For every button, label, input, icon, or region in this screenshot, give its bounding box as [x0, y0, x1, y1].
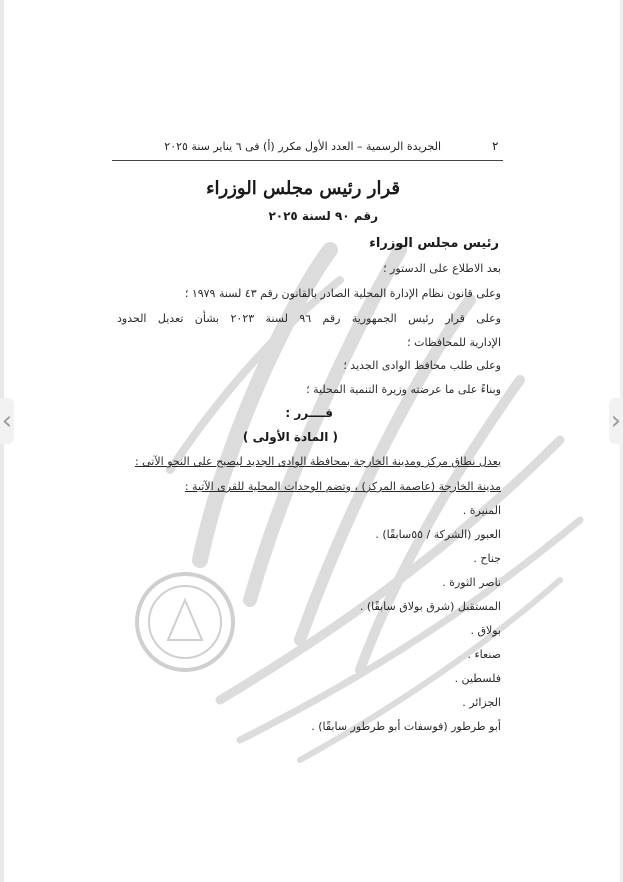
preamble-line: الإدارية للمحافظات ؛	[407, 336, 501, 349]
header-rule	[112, 160, 503, 161]
running-head: الجريدة الرسمية – العدد الأول مكرر (أ) فى ٦ يناير سنة ٢٠٢٥	[164, 140, 441, 153]
article-text: يعدل نطاق مركز ومدينة الخارجة بمحافظة الوادى الجديد ليصبح على النحو الآتى :	[134, 455, 501, 468]
decree-title: قرار رئيس مجلس الوزراء	[206, 178, 400, 199]
village-item: الجزائر .	[462, 696, 501, 709]
preamble-line: وبناءً على ما عرضته وزيرة التنمية المحلية ؛	[306, 383, 501, 396]
village-item: جناح .	[473, 552, 501, 565]
village-item: العبور (الشركة / ٥٥سابقًا) .	[375, 528, 501, 541]
seal-icon	[137, 574, 233, 670]
village-item: أبو طرطور (فوسفات أبو طرطور سابقًا) .	[311, 720, 501, 733]
preamble-line: بعد الاطلاع على الدستور ؛	[383, 262, 501, 275]
preamble-line: وعلى طلب محافظ الوادى الجديد ؛	[343, 359, 501, 372]
issuer-heading: رئيس مجلس الوزراء	[369, 236, 499, 251]
preamble-line: وعلى قانون نظام الإدارة المحلية الصادر بالقانون رقم ٤٣ لسنة ١٩٧٩ ؛	[184, 287, 501, 300]
preamble-line: وعلى قرار رئيس الجمهورية رقم ٩٦ لسنة ٢٠٢٣ بشأن تعديل الحدود	[117, 312, 501, 325]
village-item: فلسطين .	[454, 672, 501, 685]
article-title: ( المادة الأولى )	[242, 430, 338, 444]
village-item: صنعاء .	[467, 648, 501, 661]
village-item: ناصر الثورة .	[442, 576, 501, 589]
decision-word: قــــرر :	[285, 406, 333, 420]
decree-number: رقم ٩٠ لسنة ٢٠٢٥	[268, 209, 378, 223]
page-number: ٢	[492, 139, 499, 153]
village-item: المستقبل (شرق بولاق سابقًا) .	[359, 600, 501, 613]
next-page-arrow-icon[interactable]: ›	[609, 398, 623, 444]
village-item: المنيرة .	[462, 504, 501, 517]
previous-page-arrow-icon[interactable]: ‹	[0, 398, 14, 444]
article-text: مدينة الخارجة (عاصمة المركز) ، وتضم الوحدات المحلية للقرى الآتية :	[184, 480, 501, 493]
village-item: بولاق .	[470, 624, 501, 637]
